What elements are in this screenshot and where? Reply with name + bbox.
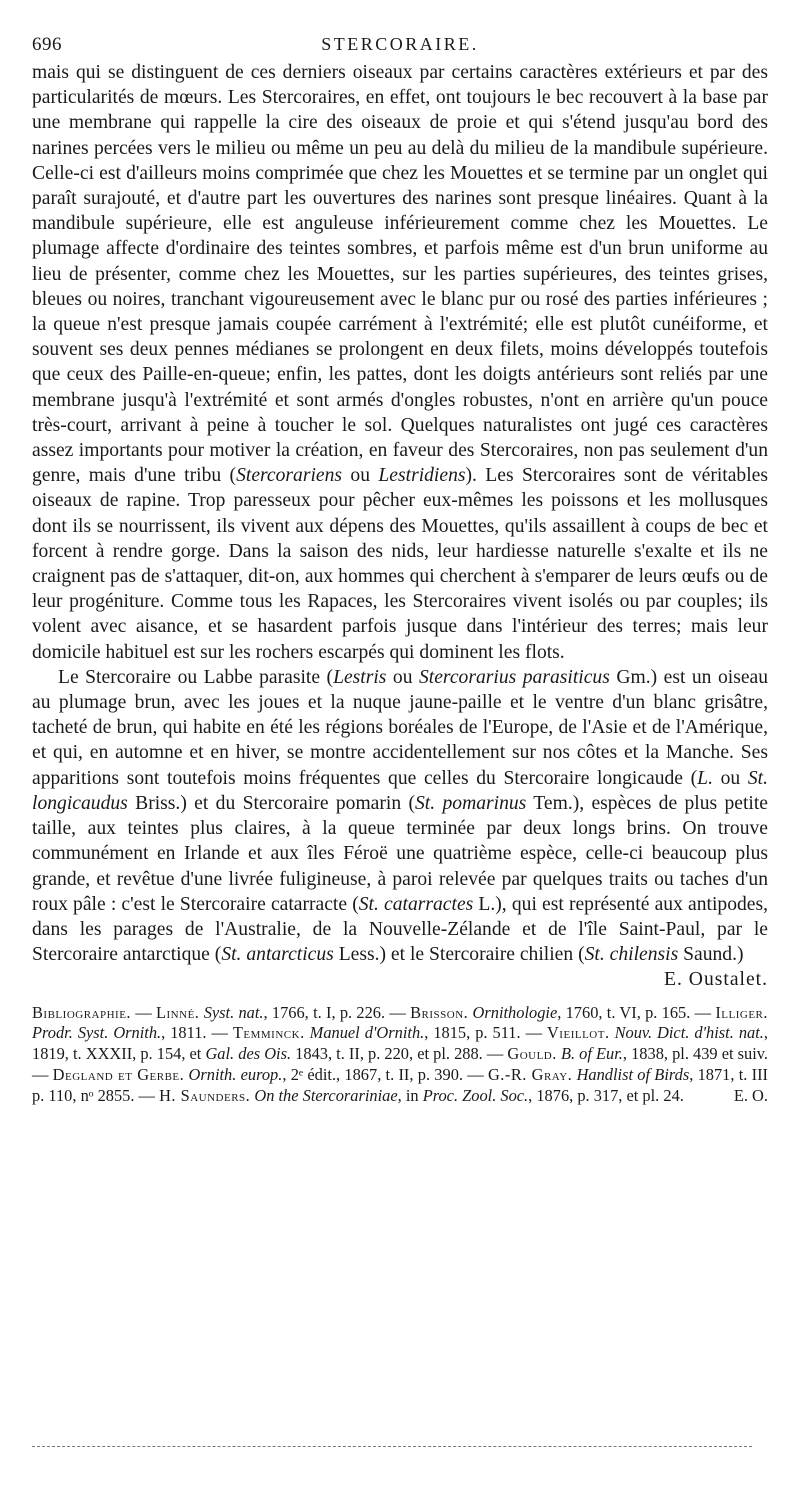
citation-ref: , 1838, pl. 439 et suiv. — <box>32 1044 768 1084</box>
document-page <box>32 34 768 1107</box>
citation-author: Illiger. <box>715 1002 768 1022</box>
paragraph-1 <box>32 60 768 665</box>
citation-author: G.-R. Gray. <box>487 1064 573 1084</box>
text-span: L.), qui est représenté aux antipodes, dans les parages de l'Australie, de la Nouvelle-Zélande et de l'île Saint-Paul, par le Stercoraire antarctique ( <box>32 893 769 966</box>
text-span: Gm.) est un oiseau au plumage brun, avec les joues et la nuque jaune-paille et le ventre d'un blanc grisâtre, tacheté de brun, qui habite en été les régions boréales de l'Europe, de l'Asie et de l'Amérique, et qui, en automne et en hiver, se montre accidentellement sur nos côtes et la Manche. Ses apparitions sont toutefois moins fréquentes que celles du Stercoraire longicaude ( <box>32 666 769 789</box>
citation-ref: , 1766, t. I, p. 226. — <box>263 1002 406 1022</box>
citation-ref: , 1811. — <box>161 1023 228 1043</box>
italic-term: Stercorariens <box>236 465 343 487</box>
citation-ref: , 1871, t. III p. 110, nᵒ 2855. — <box>32 1064 769 1105</box>
citation-author: Brisson. <box>410 1002 469 1022</box>
italic-term: St. chilensis <box>584 944 679 966</box>
bibliography: Bibliographie. — Linné. Syst. nat., 1766, t. I, p. 226. — Brisson. Ornithologie, 1760, t. VI, p. 165. — Illiger. Prodr. Syst. Ornith., 1811. — Temminck. Manuel d'Ornith., 1815, p. 511. — Vieillot. Nouv. Dict. d'hist. nat., 1819, t. XXXII, p. 154, et Gal. des Ois. 1843, t. II, p. 220, et pl. 288. — Gould. B. of Eur., 1838, pl. 439 et suiv. — Degland et Gerbe. Ornith. europ., 2ᵉ édit., 1867, t. II, p. 390. — G.-R. Gray. Handlist of Birds, 1871, t. III p. 110, nᵒ 2855. — H. Saunders. On the Stercorariniae, in Proc. Zool. Soc., 1876, p. 317, et pl. 24. <box>32 1002 769 1105</box>
italic-term: Stercorarius parasiticus <box>419 666 610 688</box>
bibliography-initials: E. O. <box>733 1085 768 1105</box>
citation-work: Prodr. Syst. Ornith. <box>32 1023 162 1043</box>
italic-term: Lestris <box>333 666 387 688</box>
italic-term: Lestridiens <box>378 465 466 487</box>
citation-ref: , 1815, p. 511. — <box>424 1023 542 1043</box>
text-span: ou <box>712 767 748 789</box>
article-body <box>32 60 768 993</box>
citation-ref: , 1760, t. VI, p. 165. — <box>557 1002 712 1022</box>
citation-work: Syst. nat. <box>203 1002 264 1022</box>
text-span: Tem.), espèces de plus petite taille, aux teintes plus claires, à la queue terminée par deux longs brins. On trouve communément en Irlande et aux îles Féroë une quatrième espèce, celle-ci beaucoup plus grande, et revêtue d'une livrée fuligineuse, à paroi relevée par quelques traits ou taches d'un roux pâle : c'est le Stercoraire catarracte ( <box>32 792 768 915</box>
citation-work: Ornith. europ. <box>188 1064 283 1084</box>
citation-work: Nouv. Dict. d'hist. nat. <box>614 1023 764 1043</box>
text-span: mais qui se distinguent de ces derniers oiseaux par certains caractères extérieurs et par des particularités de mœurs. Les Stercoraires, en effet, ont toujours le bec recouvert à la base par une membrane qui rappelle la cire des oiseaux de proie et qui s'étend jusqu'au bord des narines percées vers le milieu ou même un peu au delà du milieu de la mandibule supérieure. Celle-ci est d'ailleurs moins comprimée que chez les Mouettes et se termine par un onglet qui paraît surajouté, et d'autre part les ouvertures des narines sont presque linéaires. Quant à la mandibule supérieure, elle est anguleuse inférieurement comme chez les Mouettes. Le plumage affecte d'ordinaire des teintes sombres, et parfois même est d'un brun uniforme au lieu de présenter, comme chez les Mouettes, sur les parties supérieures, des teintes grises, bleues ou noires, tranchant vigoureusement avec le blanc pur ou rosé des parties inférieures ; la queue n'est presque jamais coupée carrément à l'extrémité; elle est plutôt cunéiforme, et souvent ses deux pennes médianes se prolongent en deux filets, moins développés toutefois que ceux des Paille-en-queue; enfin, les pattes, dont les doigts antérieurs sont reliés par une membrane jusqu'à l'extrémité et sont armés d'ongles robustes, n'ont en arrière qu'un pouce très-court, arrivant à peine à toucher le sol. Quelques naturalistes ont jugé ces caractères assez importants pour motiver la création, en faveur des Stercoraires, non pas seulement d'un genre, mais d'une tribu ( <box>32 62 768 487</box>
citation-work: On the Stercorariniae <box>254 1085 398 1105</box>
citation-work: B. of Eur. <box>560 1044 623 1064</box>
citation-ref: 1843, t. II, p. 220, et pl. 288. — <box>291 1044 504 1064</box>
text-span: Briss.) et du Stercoraire pomarin ( <box>127 792 415 814</box>
page-number: 696 <box>32 34 62 55</box>
citation-work: Handlist of Birds <box>576 1064 690 1084</box>
citation-author: H. Saunders. <box>159 1085 251 1105</box>
citation-work: Proc. Zool. Soc. <box>422 1085 529 1105</box>
italic-term: St. pomarinus <box>415 792 527 814</box>
running-head: STERCORAIRE. <box>321 34 479 54</box>
bibliography-label: Bibliographie. <box>32 1002 132 1022</box>
italic-term: St. catarractes <box>358 893 474 915</box>
text-span: Le Stercoraire ou Labbe parasite ( <box>58 666 334 688</box>
citation-work: Manuel d'Ornith. <box>309 1023 425 1043</box>
citation-work: Ornithologie <box>472 1002 558 1022</box>
text-span: ou <box>342 465 379 487</box>
citation-author: Degland et Gerbe. <box>52 1064 185 1084</box>
text-span: Less.) et le Stercoraire chilien ( <box>333 944 585 966</box>
italic-term: L. <box>697 767 713 789</box>
citation-author: Gould. <box>507 1044 557 1064</box>
citation-ref: , 2ᵉ édit., 1867, t. II, p. 390. — <box>282 1064 484 1084</box>
citation-author: Temminck. <box>232 1023 305 1043</box>
citation-author: Linné. <box>156 1002 200 1022</box>
italic-term: St. antarcticus <box>221 944 334 966</box>
text-span: Saund.) <box>678 944 744 966</box>
footer-rule <box>32 1446 752 1447</box>
page-header <box>32 34 768 56</box>
author-signature: E. Oustalet. <box>664 969 768 991</box>
citation-work: Gal. des Ois. <box>205 1044 292 1064</box>
text-span: ou <box>386 666 419 688</box>
paragraph-2 <box>32 665 768 967</box>
text-span: ). Les Stercoraires sont de véritables oiseaux de rapine. Trop paresseux pour pêcher eux-mêmes les poissons et les mollusques dont ils se nourrissent, ils vivent aux dépens des Mouettes, qu'ils assaillent à coups de bec et forcent à rendre gorge. Dans la saison des nids, leur hardiesse naturelle s'exalte et ils ne craignent pas de s'attaquer, dit-on, aux hommes qui cherchent à s'emparer de leurs œufs ou de leur progéniture. Comme tous les Rapaces, les Stercoraires vivent isolés ou par couples; ils volent avec aisance, et se hasardent parfois jusque dans l'intérieur des terres; mais leur domicile habituel est sur les rochers escarpés qui dominent les flots. <box>32 465 768 663</box>
italic-term: St. longicaudus <box>32 767 768 814</box>
citation-ref: , 1876, p. 317, et pl. 24. <box>528 1085 684 1105</box>
citation-author: Vieillot. <box>546 1023 610 1043</box>
citation-ref: , 1819, t. XXXII, p. 154, et <box>32 1023 768 1064</box>
citation-ref: , in <box>397 1085 419 1105</box>
